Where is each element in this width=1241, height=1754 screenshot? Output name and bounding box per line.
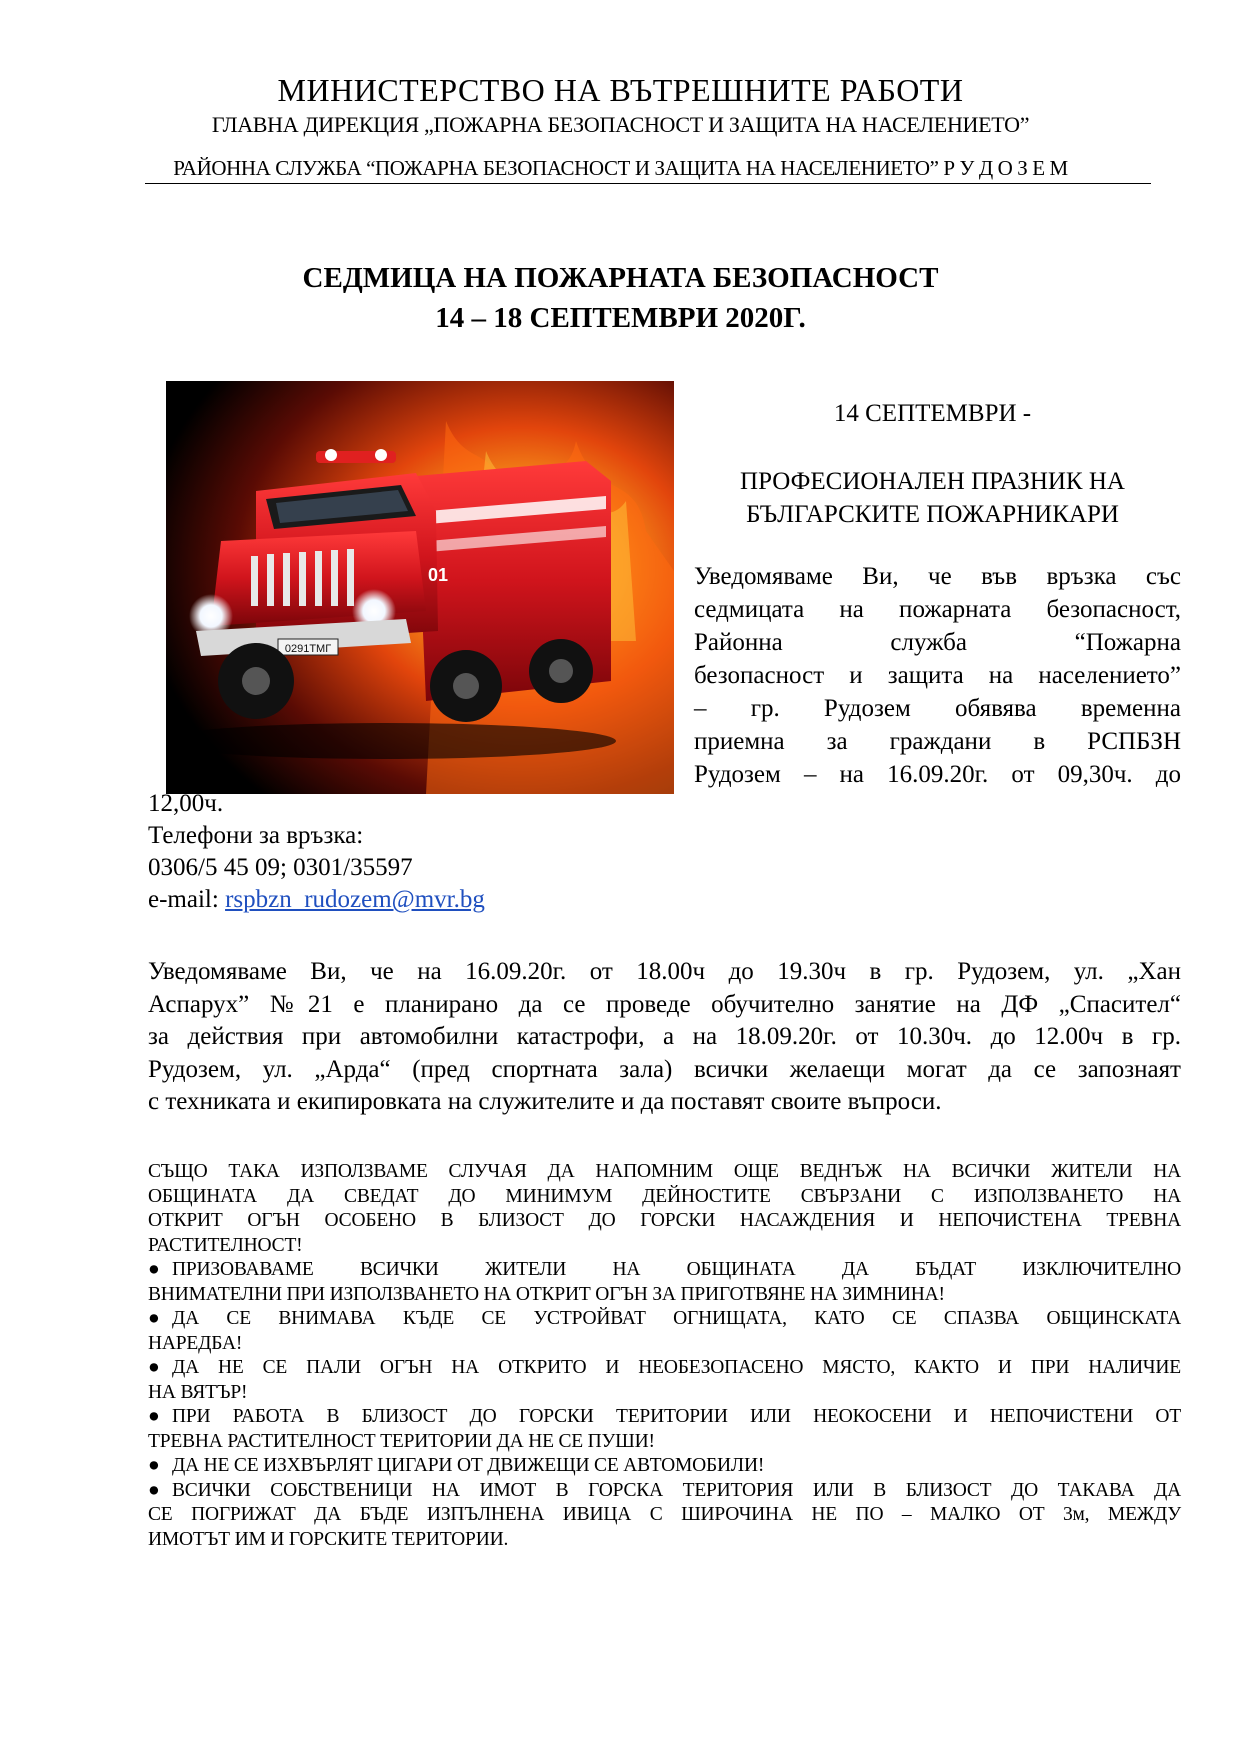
document-dates: 14 – 18 СЕПТЕМВРИ 2020Г.: [435, 302, 806, 334]
holiday-heading: [690, 465, 1175, 531]
reception-notice-line: Рудозем – на 16.09.20г. от 09,30ч. до: [694, 761, 1181, 788]
door-number-text: 01: [428, 565, 449, 585]
warning-item: [148, 1405, 1181, 1430]
header-divider: [145, 183, 1151, 184]
warning-item: [148, 1258, 1181, 1283]
warning-intro-line: РАСТИТЕЛНОСТ!: [148, 1234, 303, 1256]
directorate-title: ГЛАВНА ДИРЕКЦИЯ „ПОЖАРНА БЕЗОПАСНОСТ И ЗАЩИТА НА НАСЕЛЕНИЕТО”: [211, 112, 1030, 137]
bullet-icon: ●: [148, 1455, 160, 1476]
reception-notice-line: Районна служба “Пожарна: [694, 629, 1181, 656]
email-label: e-mail:: [148, 886, 219, 913]
warning-intro-line: ОБЩИНАТА ДА СВЕДАТ ДО МИНИМУМ ДЕЙНОСТИТЕ СВЪРЗАНИ С ИЗПОЛЗВАНЕТО НА: [148, 1185, 1181, 1207]
warning-item: [148, 1454, 1181, 1479]
warning-item-text: ПРИ РАБОТА В БЛИЗОСТ ДО ГОРСКИ ТЕРИТОРИИ ИЛИ НЕОКОСЕНИ И НЕПОЧИСТЕНИ ОТ: [172, 1406, 1181, 1427]
reception-notice: [694, 560, 1181, 791]
warning-item: [148, 1479, 1181, 1504]
regional-service-title: РАЙОННА СЛУЖБА “ПОЖАРНА БЕЗОПАСНОСТ И ЗАЩИТА НА НАСЕЛЕНИЕТО” Р У Д О З Е М: [173, 156, 1068, 180]
bullet-icon: ●: [148, 1406, 160, 1427]
warning-item-continuation: СЕ ПОГРИЖАТ ДА БЪДЕ ИЗПЪЛНЕНА ИВИЦА С ШИРОЧИНА НЕ ПО – МАЛКО ОТ 3м, МЕЖДУ: [148, 1504, 1181, 1525]
warning-item-continuation: ИМОТЪТ ИМ И ГОРСКИТЕ ТЕРИТОРИИ.: [148, 1528, 509, 1550]
warning-item: [148, 1307, 1181, 1332]
training-notice-line: за действия при автомобилни катастрофи, а на 18.09.20г. от 10.30ч. до 12.00ч в гр.: [148, 1023, 1181, 1050]
phone-numbers: 0306/5 45 09; 0301/35597: [148, 854, 413, 881]
reception-notice-line: Уведомяваме Ви, че във връзка със: [694, 563, 1181, 590]
warning-item-text: ДА НЕ СЕ ПАЛИ ОГЪН НА ОТКРИТО И НЕОБЕЗОПАСЕНО МЯСТО, КАКТО И ПРИ НАЛИЧИЕ: [172, 1357, 1181, 1378]
reception-notice-line: безопасност и защита на населението”: [694, 662, 1181, 689]
warning-item-continuation: НАРЕДБА!: [148, 1332, 243, 1354]
warning-item-continuation: НА ВЯТЪР!: [148, 1381, 248, 1403]
warning-item-text: ПРИЗОВАВАМЕ ВСИЧКИ ЖИТЕЛИ НА ОБЩИНАТА ДА БЪДАТ ИЗКЛЮЧИТЕЛНО: [172, 1259, 1181, 1280]
document-title: СЕДМИЦА НА ПОЖАРНАТА БЕЗОПАСНОСТ: [302, 262, 939, 294]
warning-intro-line: ОТКРИТ ОГЪН ОСОБЕНО В БЛИЗОСТ ДО ГОРСКИ НАСАЖДЕНИЯ И НЕПОЧИСТЕНА ТРЕВНА: [148, 1210, 1181, 1231]
warning-item-text: ВСИЧКИ СОБСТВЕНИЦИ НА ИМОТ В ГОРСКА ТЕРИТОРИЯ ИЛИ В БЛИЗОСТ ДО ТАКАВА ДА: [172, 1479, 1181, 1501]
warning-item-continuation: ТРЕВНА РАСТИТЕЛНОСТ ТЕРИТОРИИ ДА НЕ СЕ ПУШИ!: [148, 1430, 655, 1452]
reception-notice-line: – гр. Рудозем обявява временна: [694, 695, 1181, 722]
warning-item-text: ДА СЕ ВНИМАВА КЪДЕ СЕ УСТРОЙВАТ ОГНИЩАТА, КАТО СЕ СПАЗВА ОБЩИНСКАТА: [172, 1308, 1181, 1329]
training-notice: [148, 956, 1181, 1119]
holiday-date: 14 СЕПТЕМВРИ -: [833, 400, 1032, 427]
fire-truck-image: [166, 381, 674, 794]
ministry-title: МИНИСТЕРСТВО НА ВЪТРЕШНИТЕ РАБОТИ: [277, 72, 964, 108]
warning-intro-line: СЪЩО ТАКА ИЗПОЛЗВАМЕ СЛУЧАЯ ДА НАПОМНИМ ОЩЕ ВЕДНЪЖ НА ВСИЧКИ ЖИТЕЛИ НА: [148, 1161, 1181, 1182]
reception-notice-line: приемна за граждани в РСПБЗН: [694, 728, 1181, 755]
training-notice-line: Рудозем, ул. „Арда“ (пред спортната зала) всички желаещи могат да се запознаят: [148, 1055, 1181, 1083]
holiday-heading-line-1: ПРОФЕСИОНАЛЕН ПРАЗНИК НА: [740, 468, 1125, 495]
email-link[interactable]: rspbzn_rudozem@mvr.bg: [225, 886, 485, 913]
holiday-heading-line-2: БЪЛГАРСКИТЕ ПОЖАРНИКАРИ: [746, 501, 1119, 528]
reception-notice-tail: 12,00ч.: [148, 790, 224, 817]
email-row: [148, 886, 485, 914]
warning-item-text: ДА НЕ СЕ ИЗХВЪРЛЯТ ЦИГАРИ ОТ ДВИЖЕЩИ СЕ АВТОМОБИЛИ!: [172, 1455, 765, 1476]
reception-notice-line: седмицата на пожарната безопасност,: [694, 596, 1181, 623]
warning-item-continuation: ВНИМАТЕЛНИ ПРИ ИЗПОЛЗВАНЕТО НА ОТКРИТ ОГЪН ЗА ПРИГОТВЯНЕ НА ЗИМНИНА!: [148, 1283, 945, 1305]
training-notice-line: с техниката и екипировката на служителите и да поставят своите въпроси.: [148, 1088, 942, 1115]
warning-item: [148, 1356, 1181, 1381]
bullet-icon: ●: [148, 1357, 160, 1378]
bullet-icon: ●: [148, 1479, 160, 1501]
license-plate-text: 0291ТМГ: [284, 643, 332, 655]
fire-safety-warnings: [148, 1160, 1181, 1552]
bullet-icon: ●: [148, 1308, 160, 1329]
bullet-icon: ●: [148, 1259, 160, 1280]
training-notice-line: Уведомяваме Ви, че на 16.09.20г. от 18.00ч до 19.30ч в гр. Рудозем, ул. „Хан: [148, 958, 1181, 985]
phones-label: Телефони за връзка:: [148, 822, 364, 849]
training-notice-line: Аспарух” №21 е планирано да се проведе обучително занятие на ДФ „Спасител“: [148, 990, 1181, 1018]
